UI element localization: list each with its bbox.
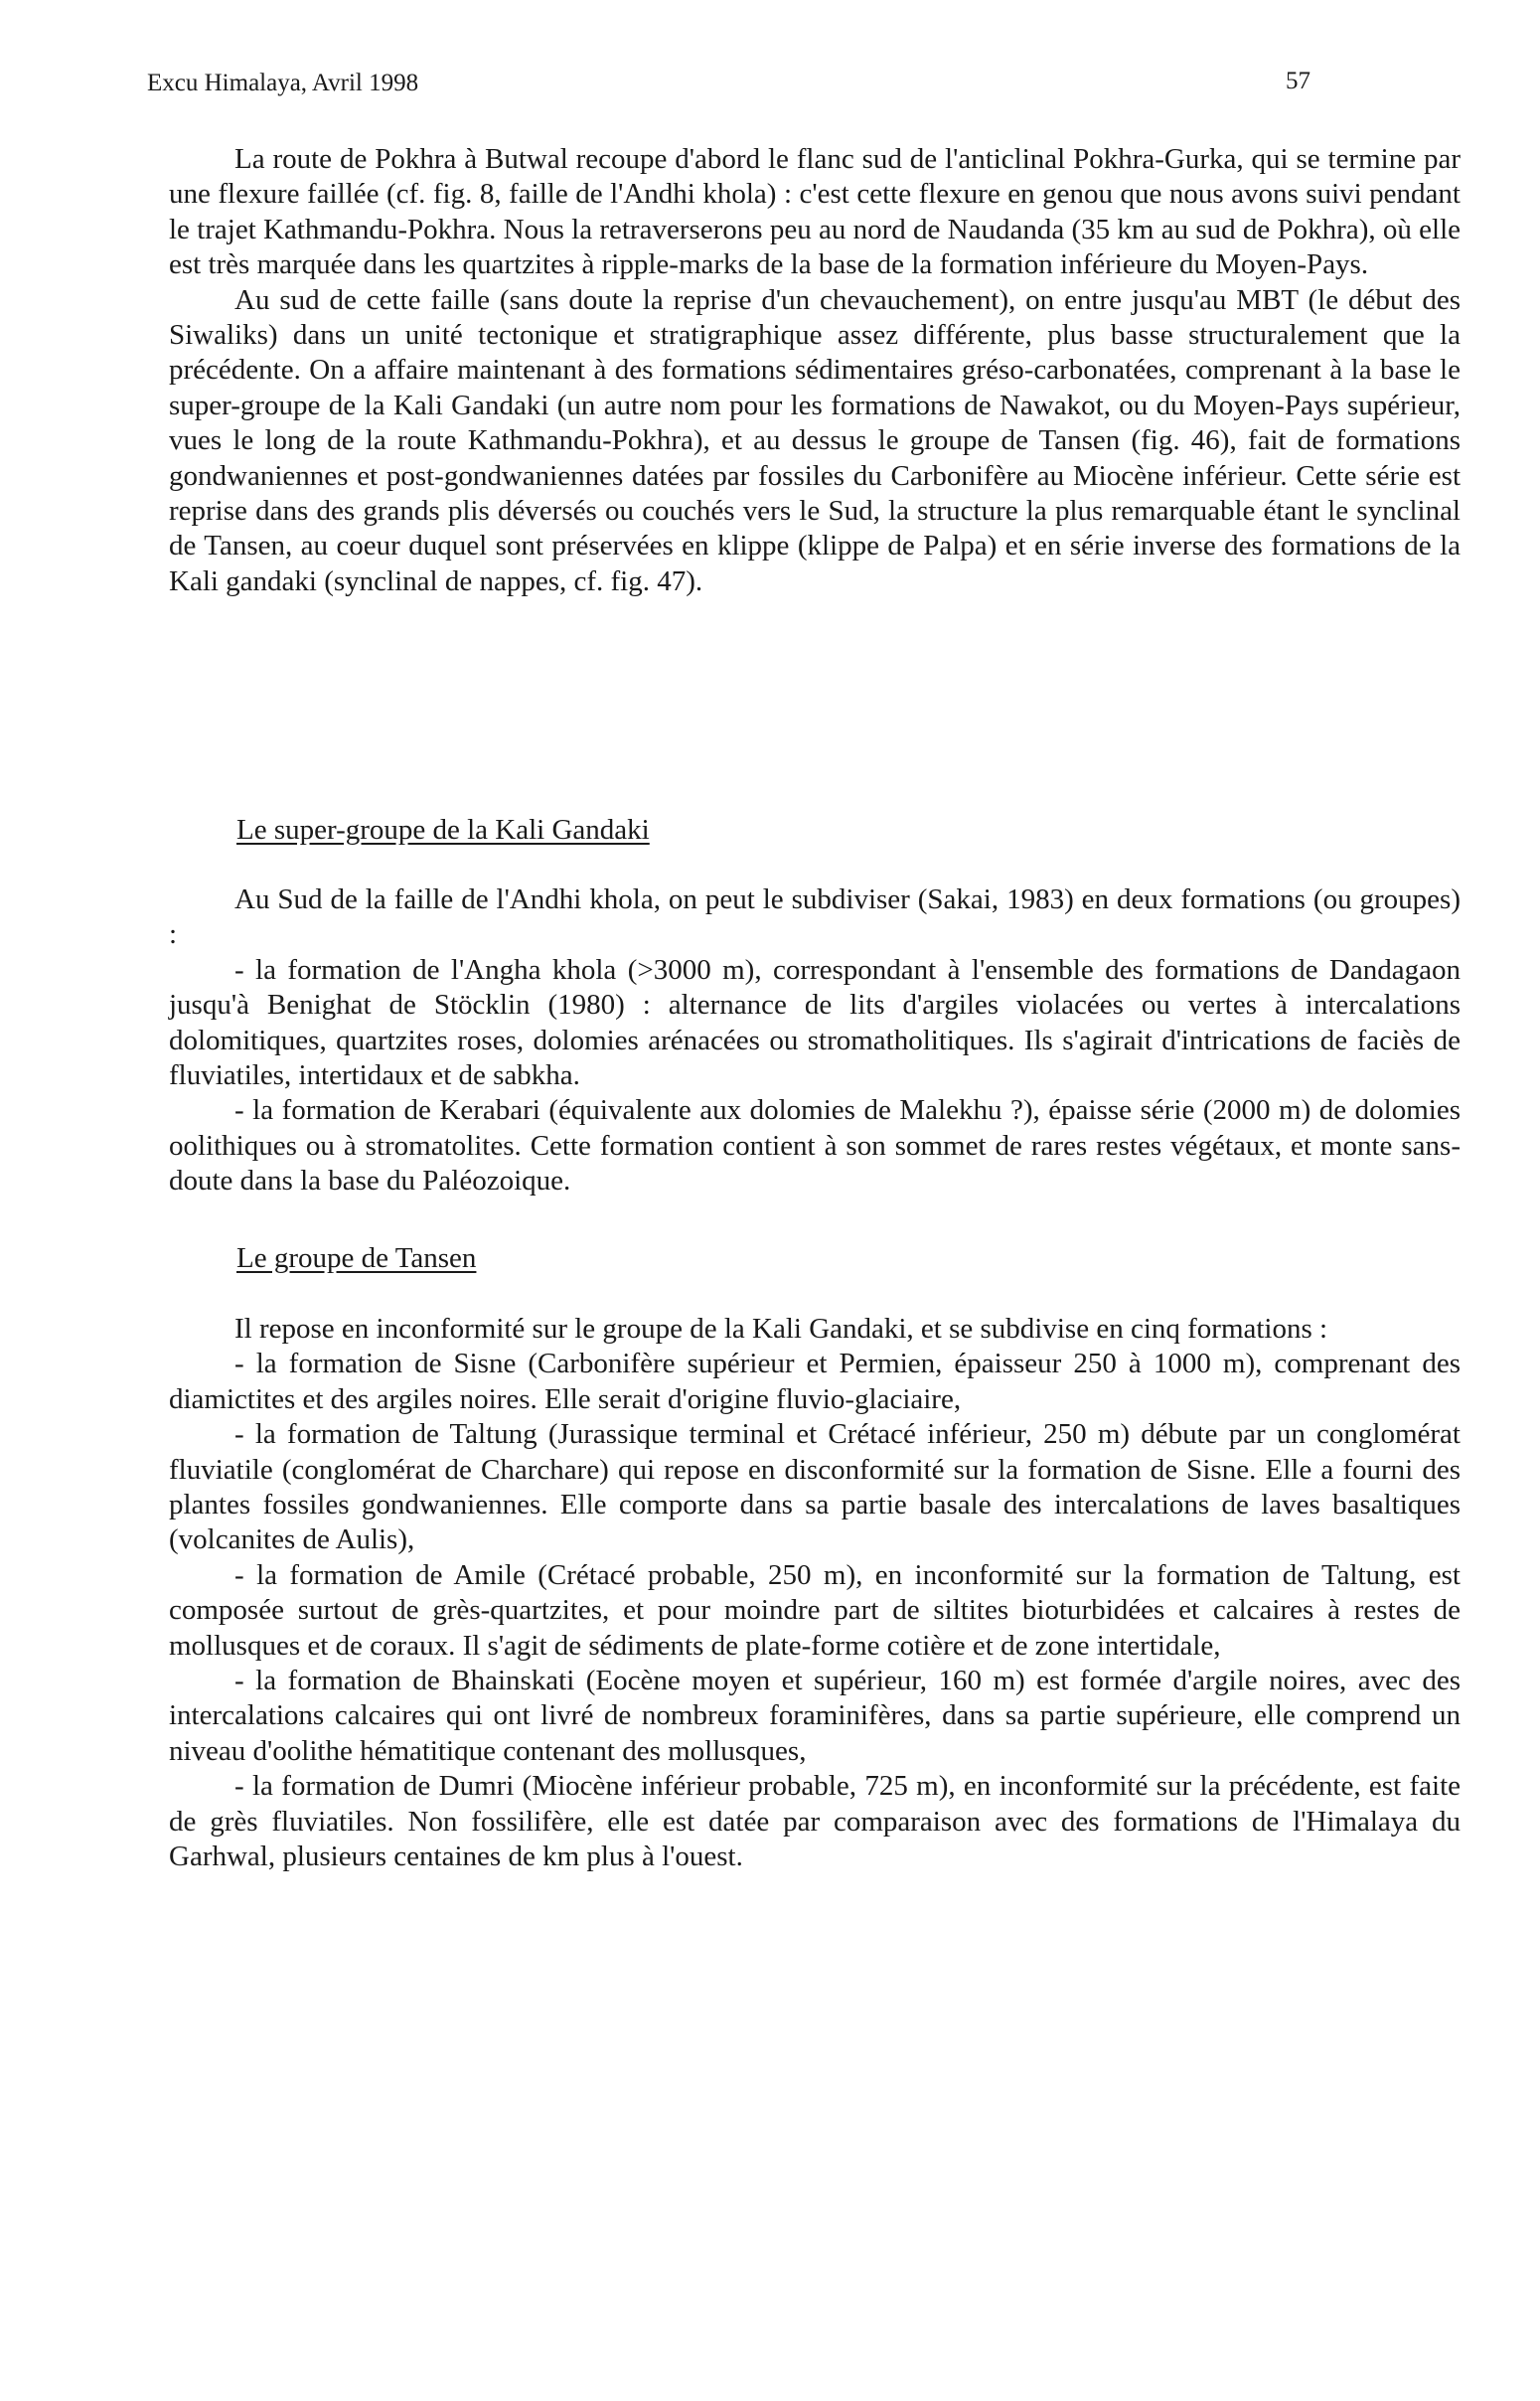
tansen-paragraph-1: Il repose en inconformité sur le groupe de la Kali Gandaki, et se subdivise en cinq formations : [234, 1313, 1328, 1345]
page-number: 57 [1286, 68, 1310, 94]
intro-section [169, 142, 1461, 599]
tansen-paragraph-4: - la formation de Amile (Crétacé probable, 250 m), en inconformité sur la formation de Taltung, est composée surtout de grès-quartzites, et pour moindre part de siltites bioturbidées et calcaires à restes de mollusques et de coraux. Il s'agit de sédiments de plate-forme cotière et de zone intertidale, [169, 1558, 1461, 1662]
tansen-paragraph-5: - la formation de Bhainskati (Eocène moyen et supérieur, 160 m) est formée d'argile noires, avec des intercalations calcaires qui ont livré de nombreux foraminifères, dans sa partie supérieure, elle comprend un niveau d'oolithe hématitique contenant des mollusques, [169, 1665, 1461, 1767]
section-heading-kali-gandaki: Le super-groupe de la Kali Gandaki [236, 814, 650, 846]
intro-paragraph-1: La route de Pokhra à Butwal recoupe d'abord le flanc sud de l'anticlinal Pokhra-Gurka, qui se termine par une flexure faillée (cf. fig. 8, faille de l'Andhi khola) : c'est cette flexure en genou que nous avons suivi pendant le trajet Kathmandu-Pokhra. Nous la retraverserons peu au nord de Naudanda (35 km au sud de Pokhra), où elle est très marquée dans les quartzites à ripple-marks de la base de la formation inférieure du Moyen-Pays. [169, 143, 1461, 281]
section-heading-tansen: Le groupe de Tansen [236, 1242, 477, 1274]
running-header: Excu Himalaya, Avril 1998 [147, 70, 419, 96]
kali-gandaki-paragraph-3: - la formation de Kerabari (équivalente aux dolomies de Malekhu ?), épaisse série (2000 m) de dolomies oolithiques ou à stromatolites. Cette formation contient à son sommet de rares restes végétaux, et monte sans-doute dans la base du Paléozoique. [169, 1094, 1461, 1198]
tansen-paragraph-3: - la formation de Taltung (Jurassique terminal et Crétacé inférieur, 250 m) débute par un conglomérat fluviatile (conglomérat de Charchare) qui repose en disconformité sur la formation de Sisne. Elle a fourni des plantes fossiles gondwaniennes. Elle comporte dans sa partie basale des intercalations de laves basaltiques (volcanites de Aulis), [169, 1418, 1461, 1556]
kali-gandaki-paragraph-1: Au Sud de la faille de l'Andhi khola, on peut le subdiviser (Sakai, 1983) en deux formations (ou groupes) : [169, 883, 1461, 951]
tansen-section [169, 1312, 1461, 1875]
tansen-paragraph-2: - la formation de Sisne (Carbonifère supérieur et Permien, épaisseur 250 à 1000 m), comprenant des diamictites et des argiles noires. Elle serait d'origine fluvio-glaciaire, [169, 1348, 1461, 1415]
intro-paragraph-2: Au sud de cette faille (sans doute la reprise d'un chevauchement), on entre jusqu'au MBT (le début des Siwaliks) dans un unité tectonique et stratigraphique assez différente, plus basse structuralement que la précédente. On a affaire maintenant à des formations sédimentaires gréso-carbonatées, comprenant à la base le super-groupe de la Kali Gandaki (un autre nom pour les formations de Nawakot, ou du Moyen-Pays supérieur, vues le long de la route Kathmandu-Pokhra), et au dessus le groupe de Tansen (fig. 46), fait de formations gondwaniennes et post-gondwaniennes datées par fossiles du Carbonifère au Miocène inférieur. Cette série est reprise dans des grands plis déversés ou couchés vers le Sud, la structure la plus remarquable étant le synclinal de Tansen, au coeur duquel sont préservées en klippe (klippe de Palpa) et en série inverse des formations de la Kali gandaki (synclinal de nappes, cf. fig. 47). [169, 283, 1461, 597]
tansen-paragraph-6: - la formation de Dumri (Miocène inférieur probable, 725 m), en inconformité sur la précédente, est faite de grès fluviatiles. Non fossilifère, elle est datée par comparaison avec des formations de l'Himalaya du Garhwal, plusieurs centaines de km plus à l'ouest. [169, 1770, 1461, 1873]
kali-gandaki-paragraph-2: - la formation de l'Angha khola (>3000 m), correspondant à l'ensemble des formations de Dandagaon jusqu'à Benighat de Stöcklin (1980) : alternance de lits d'argiles violacées ou vertes à intercalations dolomitiques, quartzites roses, dolomies arénacées ou stromatholitiques. Ils s'agirait d'intrications de faciès de fluviatiles, intertidaux et de sabkha. [169, 953, 1461, 1092]
kali-gandaki-section [169, 882, 1461, 1200]
